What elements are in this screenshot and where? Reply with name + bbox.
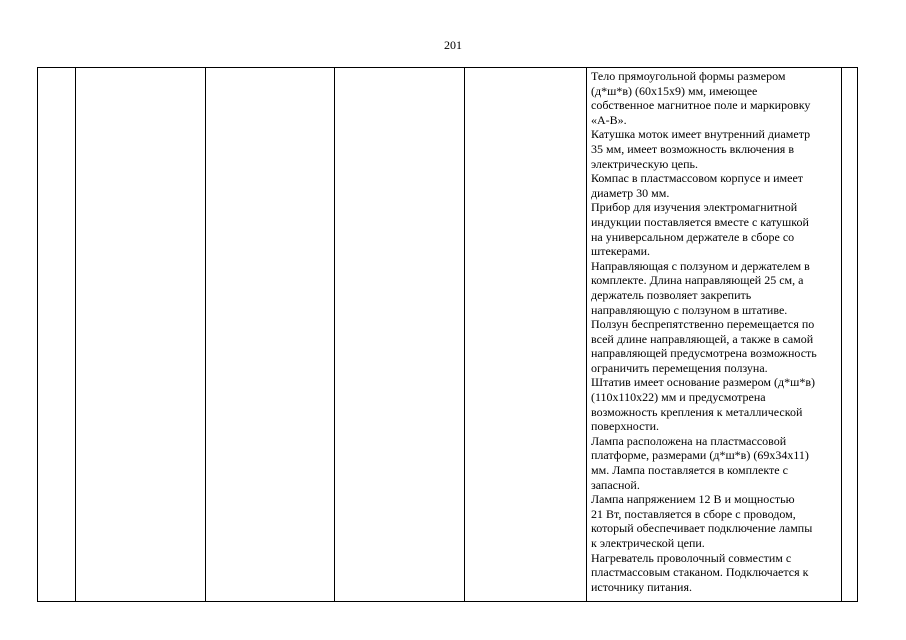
description-line: всей длине направляющей, а также в самой (591, 331, 814, 346)
description-cell (587, 68, 842, 602)
description-text (591, 69, 841, 594)
description-line: Ползун беспрепятственно перемещается по (591, 317, 815, 332)
description-line: на универсальном держателе в сборе со (591, 229, 795, 244)
description-line: 35 мм, имеет возможность включения в (591, 141, 794, 156)
description-line: Катушка моток имеет внутренний диаметр (591, 127, 811, 142)
description-line: собственное магнитное поле и маркировку (591, 98, 811, 113)
description-line: источнику питания. (591, 579, 692, 594)
spec-table (37, 67, 858, 602)
description-line: направляющей предусмотрена возможность (591, 346, 817, 361)
description-line: Лампа напряжением 12 В и мощностью (591, 492, 795, 507)
description-line: направляющую с ползуном в штативе. (591, 302, 788, 317)
description-line: Тело прямоугольной формы размером (591, 69, 786, 83)
description-line: Нагреватель проволочный совместим с (591, 550, 792, 565)
description-line: (д*ш*в) (60х15х9) мм, имеющее (591, 83, 758, 98)
description-line: который обеспечивает подключение лампы (591, 521, 813, 536)
empty-cell (76, 68, 206, 602)
description-line: держатель позволяет закрепить (591, 287, 752, 302)
table-row (38, 68, 858, 602)
description-line: к электрической цепи. (591, 536, 705, 550)
description-line: запасной. (591, 477, 640, 492)
description-line: диаметр 30 мм. (591, 185, 670, 200)
description-line: штекерами. (591, 244, 651, 259)
description-line: 21 Вт, поставляется в сборе с проводом, (591, 506, 796, 521)
empty-cell (206, 68, 335, 602)
description-line: (110х110х22) мм и предусмотрена (591, 390, 766, 405)
description-line: Прибор для изучения электромагнитной (591, 200, 798, 215)
number-cell (38, 68, 76, 602)
empty-cell (465, 68, 587, 602)
description-line: «А-В». (591, 112, 627, 127)
empty-cell (335, 68, 465, 602)
description-line: возможность крепления к металлической (591, 404, 803, 419)
description-line: комплекте. Длина направляющей 25 см, а (591, 273, 804, 288)
description-line: поверхности. (591, 419, 660, 434)
description-line: мм. Лампа поставляется в комплекте с (591, 463, 788, 478)
empty-cell (842, 68, 858, 602)
description-line: платформе, размерами (д*ш*в) (69х34х11) (591, 448, 809, 463)
description-line: Направляющая с ползуном и держателем в (591, 258, 810, 273)
page-number: 201 (444, 38, 462, 52)
description-line: индукции поставляется вместе с катушкой (591, 214, 809, 229)
description-line: Лампа расположена на пластмассовой (591, 433, 787, 448)
description-line: ограничить перемещения ползуна. (591, 360, 768, 375)
description-line: Штатив имеет основание размером (д*ш*в) (591, 375, 815, 390)
description-line: Компас в пластмассовом корпусе и имеет (591, 171, 804, 186)
description-line: электрическую цепь. (591, 156, 698, 171)
description-line: пластмассовым стаканом. Подключается к (591, 565, 809, 580)
